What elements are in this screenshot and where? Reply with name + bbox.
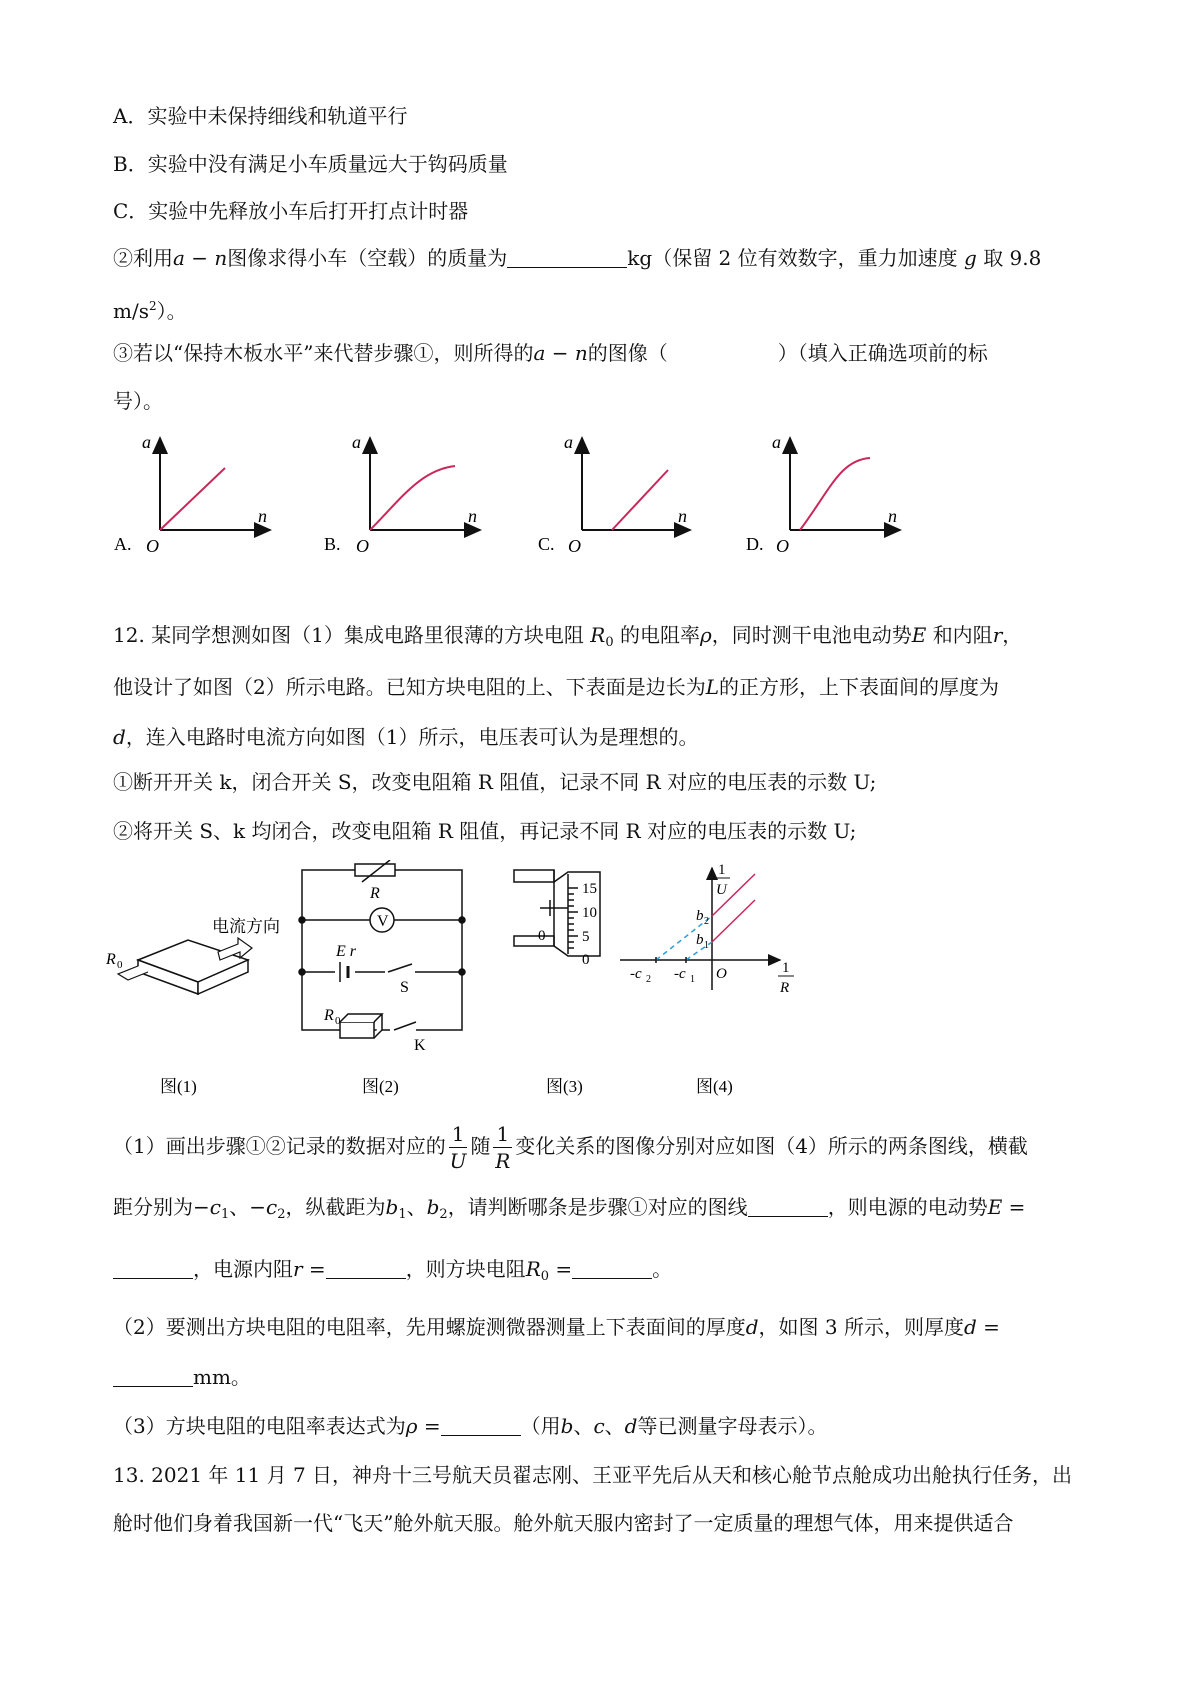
option-graphs [100, 420, 1100, 560]
svg-text:n: n [468, 506, 477, 526]
q11-part3: ③若以“保持木板水平”来代替步骤①，则所得的a − n的图像（ ）（填入正确选项前的标 [113, 341, 988, 365]
svg-text:a: a [564, 432, 573, 452]
svg-text:R: R [324, 1007, 334, 1024]
graph-d-curve [800, 458, 870, 530]
svg-text:0: 0 [117, 959, 123, 971]
svg-text:15: 15 [582, 881, 597, 897]
svg-text:图(3): 图(3) [546, 1077, 583, 1096]
svg-text:R: R [370, 885, 380, 902]
svg-text:10: 10 [582, 905, 597, 921]
svg-text:图(4): 图(4) [696, 1077, 733, 1096]
answer-blank [507, 247, 627, 268]
figures-row [100, 860, 1100, 1110]
svg-text:O: O [568, 536, 581, 556]
svg-text:-c: -c [674, 966, 686, 982]
svg-text:2: 2 [704, 916, 709, 927]
q12-part1-line1: （1）画出步骤①②记录的数据对应的 $\frac{1}{U}$ 随 $\frac{1}{R}$ 变化关系的图像分别对应如图（4）所示的两条图线，横截 [113, 1122, 1028, 1173]
svg-text:图(2): 图(2) [362, 1077, 399, 1096]
graph-c-curve [612, 470, 668, 530]
q11-part2-unit: $m/s^2$）。 [113, 299, 187, 323]
svg-text:R: R [106, 951, 116, 968]
svg-text:1: 1 [782, 960, 790, 976]
svg-text:a: a [772, 432, 781, 452]
a-n-symbol: a − n [173, 246, 228, 270]
line-step1 [712, 900, 755, 942]
svg-text:图(1): 图(1) [160, 1077, 197, 1096]
q12-part1-line3: ，电源内阻r = ，则方块电阻$R_0$ = 。 [113, 1256, 672, 1290]
svg-text:O: O [716, 966, 727, 982]
q12-part2-line1: （2）要测出方块电阻的电阻率，先用螺旋测微器测量上下表面间的厚度d，如图 3 所示，则厚度d = [113, 1315, 1000, 1339]
svg-text:0: 0 [582, 952, 590, 968]
svg-text:n: n [258, 506, 267, 526]
svg-text:E r: E r [336, 943, 356, 960]
svg-text:b: b [696, 908, 704, 924]
svg-text:n: n [678, 506, 687, 526]
svg-text:D.: D. [746, 534, 764, 554]
q11-part2: ②利用a − n图像求得小车（空载）的质量为 kg（保留 2 位有效数字，重力加速度 g 取 9.8 [113, 246, 1042, 270]
graph-b [324, 432, 480, 556]
svg-text:O: O [356, 536, 369, 556]
q13-line1: 13. 2021 年 11 月 7 日，神舟十三号航天员翟志刚、王亚平先后从天和核心舱节点舱成功出舱执行任务，出 [113, 1463, 1073, 1487]
q12-line3: d，连入电路时电流方向如图（1）所示，电压表可认为是理想的。 [113, 725, 699, 749]
graph-c [538, 432, 690, 556]
q12-line2: 他设计了如图（2）所示电路。已知方块电阻的上、下表面是边长为L的正方形，上下表面间的厚度为 [113, 675, 1000, 699]
svg-text:C.: C. [538, 534, 555, 554]
graph-a [114, 432, 270, 556]
svg-text:电流方向: 电流方向 [212, 917, 280, 936]
svg-text:K: K [414, 1037, 426, 1054]
option-c: C．实验中先释放小车后打开打点计时器 [113, 199, 469, 223]
svg-text:a: a [352, 432, 361, 452]
svg-text:b: b [696, 932, 704, 948]
q12-part3: （3）方块电阻的电阻率表达式为ρ = （用b、c、d等已测量字母表示）。 [113, 1414, 828, 1438]
svg-text:V: V [377, 913, 389, 930]
svg-text:1: 1 [718, 862, 726, 878]
option-a: A．实验中未保持细线和轨道平行 [113, 104, 408, 128]
svg-text:1: 1 [690, 974, 695, 985]
q13-line2: 舱时他们身着我国新一代“飞天”舱外航天服。舱外航天服内密封了一定质量的理想气体，用来提供适合 [113, 1511, 1014, 1535]
q11-part3-end: 号）。 [113, 389, 163, 413]
svg-text:-c: -c [630, 966, 642, 982]
figure-4 [620, 868, 780, 990]
svg-text:S: S [400, 979, 409, 996]
svg-text:a: a [142, 432, 151, 452]
svg-text:n: n [888, 506, 897, 526]
svg-text:0: 0 [335, 1015, 341, 1027]
q12-line1: 12. 某同学想测如图（1）集成电路里很薄的方块电阻 $R_0$ 的电阻率ρ，同时测干电池电动势E 和内阻r， [113, 623, 1023, 650]
option-b: B．实验中没有满足小车质量远大于钩码质量 [113, 152, 508, 176]
svg-text:1: 1 [704, 940, 709, 951]
svg-text:0: 0 [538, 928, 546, 944]
figure-1 [105, 917, 280, 1096]
q12-step2: ②将开关 S、k 均闭合，改变电阻箱 R 阻值，再记录不同 R 对应的电压表的示数 U; [113, 819, 857, 843]
graph-b-curve [370, 466, 455, 530]
svg-text:A.: A. [114, 534, 132, 554]
svg-text:5: 5 [582, 929, 590, 945]
graph-a-curve [160, 468, 225, 530]
svg-text:R: R [780, 980, 790, 996]
graph-d [746, 432, 900, 556]
svg-text:B.: B. [324, 534, 341, 554]
svg-text:U: U [716, 882, 727, 898]
q12-step1: ①断开开关 k，闭合开关 S，改变电阻箱 R 阻值，记录不同 R 对应的电压表的示数 U; [113, 770, 877, 794]
svg-text:O: O [776, 536, 789, 556]
q12-part2-line2: mm。 [113, 1364, 251, 1390]
svg-text:O: O [146, 536, 159, 556]
q12-part1-line2: 距分别为$-c_1$、$-c_2$，纵截距为$b_1$、$b_2$，请判断哪条是步骤①对应的图线 ，则电源的电动势E = [113, 1195, 1026, 1222]
svg-text:2: 2 [646, 974, 651, 985]
